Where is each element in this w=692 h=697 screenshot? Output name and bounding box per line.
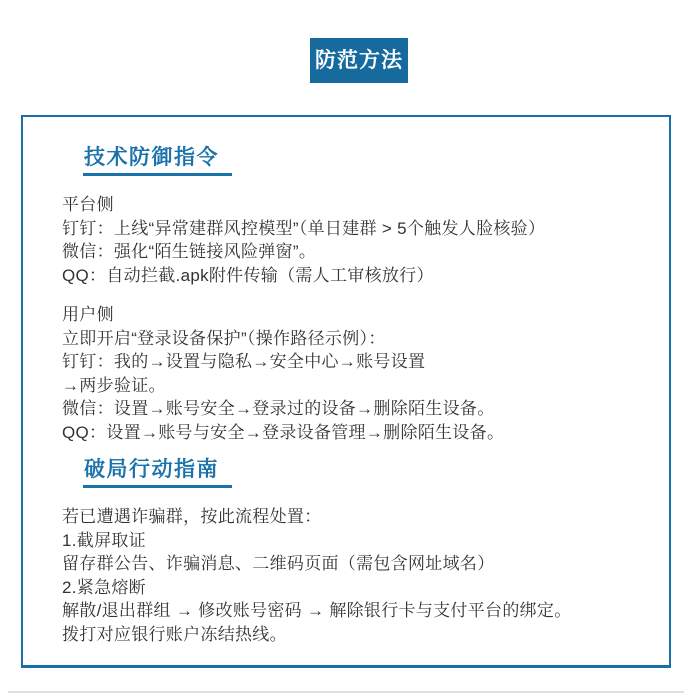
text-line-step1-detail: 留存群公告、诈骗消息、二维码页面（需包含网址域名） (62, 554, 495, 573)
section-action-guide-heading-row (62, 460, 641, 488)
text-line-qq-measure: QQ：自动拦截.apk附件传输（需人工审核放行） (62, 265, 434, 285)
bottom-divider (8, 691, 684, 693)
user-side-block (62, 303, 641, 444)
text-line-if-scammed: 若已遭遇诈骗群，按此流程处置： (62, 507, 322, 526)
text-line-wechat-path: 微信：设置→账号安全→登录过的设备→删除陌生设备。 (62, 399, 495, 418)
section-tech-defense-heading-row (62, 148, 641, 176)
text-line-step2-hotline: 拨打对应银行账户冻结热线。 (62, 624, 287, 644)
text-line-dingtalk-measure: 钉钉：上线“异常建群风控模型”（单日建群 > 5个触发人脸核验） (62, 218, 546, 238)
text-line-step1-title: 1.截屏取证 (62, 530, 146, 550)
text-line-platform-title: 平台侧 (62, 195, 114, 214)
text-line-wechat-measure: 微信：强化“陌生链接风险弹窗”。 (62, 242, 317, 261)
page-title-badge: 防范方法 (310, 38, 408, 83)
text-line-qq-path: QQ：设置→账号与安全→登录设备管理→删除陌生设备。 (62, 422, 505, 442)
text-line-user-title: 用户侧 (62, 305, 114, 324)
section-heading-action-guide: 破局行动指南 (83, 460, 232, 488)
text-line-enable-protection: 立即开启“登录设备保护”（操作路径示例）： (62, 328, 386, 348)
text-line-dingtalk-path-cont: →两步验证。 (62, 375, 166, 395)
content-box (21, 115, 671, 668)
text-line-step2-title: 2.紧急熔断 (62, 577, 146, 597)
platform-side-block (62, 193, 641, 287)
action-guide-block (62, 505, 641, 646)
text-line-step2-detail: 解散/退出群组 → 修改账号密码 → 解除银行卡与支付平台的绑定。 (62, 601, 572, 620)
text-line-dingtalk-path: 钉钉：我的→设置与隐私→安全中心→账号设置 (62, 352, 426, 371)
section-heading-tech-defense: 技术防御指令 (83, 148, 232, 176)
